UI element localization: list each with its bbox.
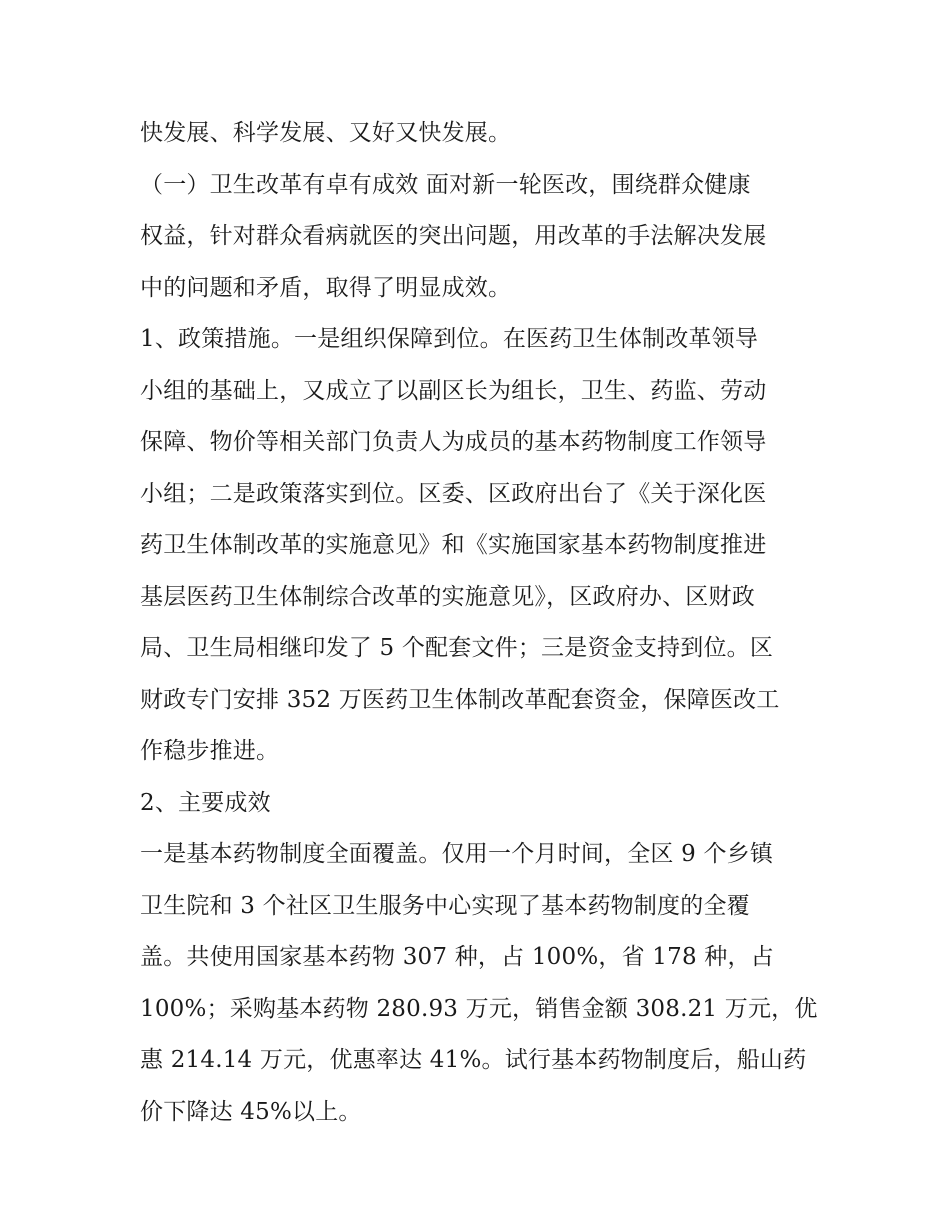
text-line: 100%；采购基本药物 280.93 万元，销售金额 308.21 万元，优 <box>140 995 818 1022</box>
text-line: 中的问题和矛盾，取得了明显成效。 <box>140 274 512 301</box>
text-line: 作稳步推进。 <box>140 738 280 764</box>
text-line: 2、主要成效 <box>140 789 271 816</box>
text-line: 权益，针对群众看病就医的突出问题，用改革的手法解决发展 <box>140 223 767 249</box>
text-line: 盖。共使用国家基本药物 307 种，占 100%，省 178 种，占 <box>140 944 774 970</box>
text-line: 保障、物价等相关部门负责人为成员的基本药物制度工作领导 <box>140 429 767 455</box>
text-line: 局、卫生局相继印发了 5 个配套文件；三是资金支持到位。区 <box>140 635 774 661</box>
text-line: 小组的基础上，又成立了以副区长为组长，卫生、药监、劳动 <box>140 377 767 404</box>
text-line: 药卫生体制改革的实施意见》和《实施国家基本药物制度推进 <box>140 532 767 558</box>
text-line: 小组；二是政策落实到位。区委、区政府出台了《关于深化医 <box>140 480 767 507</box>
text-line: 惠 214.14 万元，优惠率达 41%。试行基本药物制度后，船山药 <box>140 1047 807 1073</box>
document-body <box>140 108 820 1138</box>
text-line: 价下降达 45%以上。 <box>140 1098 362 1125</box>
text-line: 一是基本药物制度全面覆盖。仅用一个月时间，全区 9 个乡镇 <box>140 841 774 867</box>
text-line: 1、政策措施。一是组织保障到位。在医药卫生体制改革领导 <box>140 326 759 352</box>
text-line: 卫生院和 3 个社区卫生服务中心实现了基本药物制度的全覆 <box>140 892 750 919</box>
text-line: 财政专门安排 352 万医药卫生体制改革配套资金，保障医改工 <box>140 686 780 713</box>
text-line: 快发展、科学发展、又好又快发展。 <box>140 120 512 146</box>
text-line: 基层医药卫生体制综合改革的实施意见》，区政府办、区财政 <box>140 583 755 610</box>
text-line: （一）卫生改革有卓有成效 面对新一轮医改，围绕群众健康 <box>140 171 751 198</box>
